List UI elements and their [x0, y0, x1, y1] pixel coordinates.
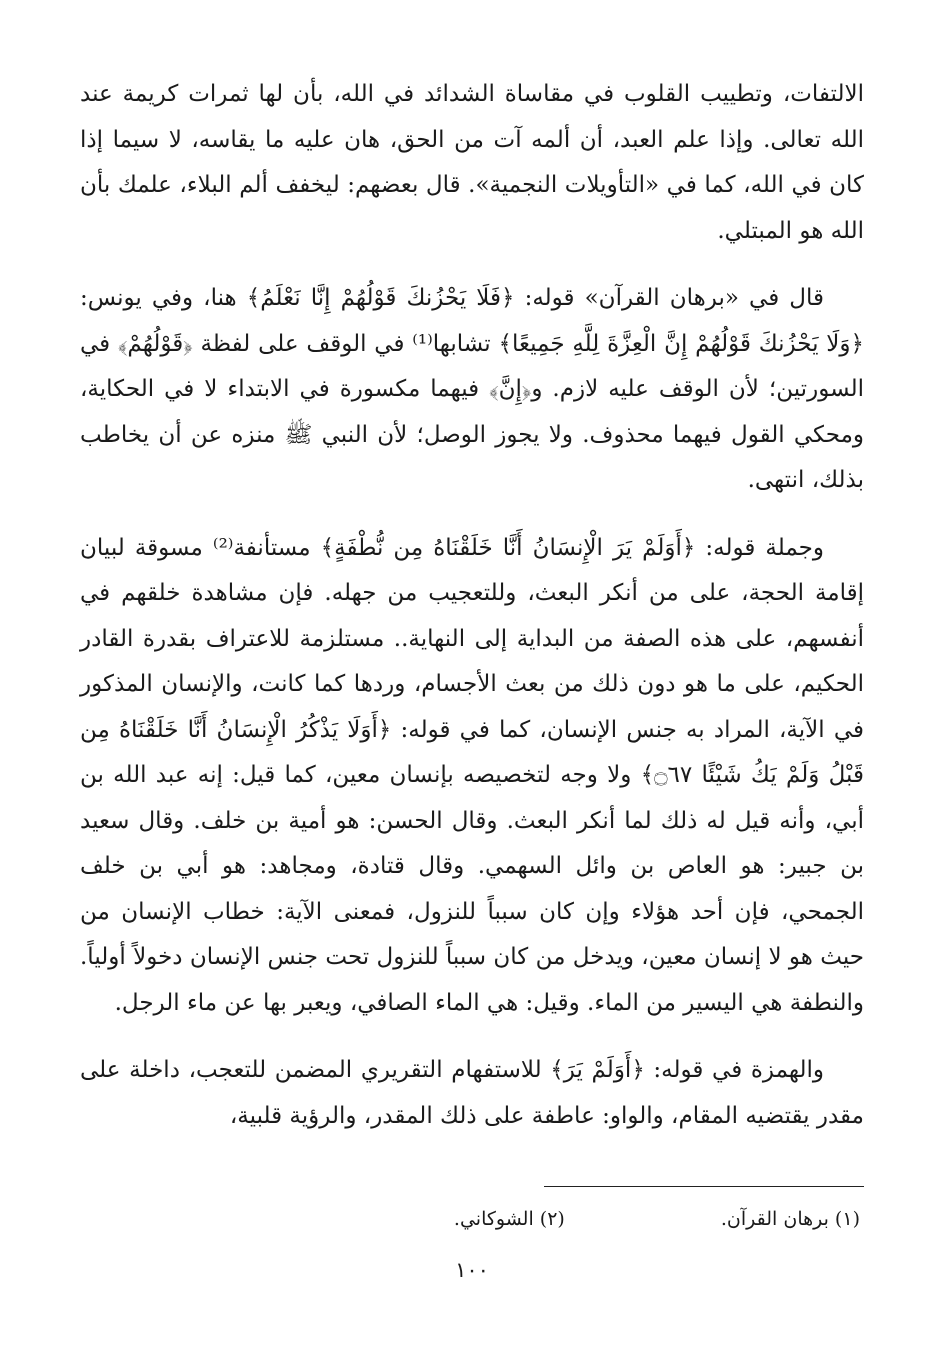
paragraph-4: والهمزة في قوله: ﴿أَوَلَمْ يَرَ﴾ للاستفهام التقريري المضمن للتعجب، داخلة على مقدر يقتضيه المقام، والواو: عاطفة على ذلك المقدر، والرؤية قلبية، [80, 1057, 864, 1129]
footnote-2: (٢) الشوكاني. [453, 1208, 565, 1230]
page-number: ١٠٠ [455, 1258, 489, 1282]
paragraph-2: قال في «برهان القرآن» قوله: ﴿فَلَا يَحْزُنكَ قَوْلُهُمْ إِنَّا نَعْلَمُ﴾ هنا، وفي يونس: ﴿وَلَا يَحْزُنكَ قَوْلُهُمْ إِنَّ الْعِزَّةَ لِلَّهِ جَمِيعًا﴾ تشابها⁽¹⁾ في الوقف على لفظة ﴿قَوْلُهُمْ﴾ في السورتين؛ لأن الوقف عليه لازم. و﴿إِنَّ﴾ فيهما مكسورة في الابتداء لا في الحكاية، ومحكي القول فيهما محذوف. ولا يجوز الوصل؛ لأن النبي ﷺ منزه عن أن يخاطب بذلك، انتهى. [80, 285, 864, 493]
paragraph-1: الالتفات، وتطييب القلوب في مقاساة الشدائد في الله، بأن لها ثمرات كريمة عند الله تعالى. وإذا علم العبد، أن ألمه آت من الحق، هان عليه ما يقاسه، لا سيما إذا كان في الله، كما في «التأويلات النجمية». قال بعضهم: ليخفف ألم البلاء، علمك بأن الله هو المبتلي. [80, 81, 864, 244]
footnotes [160, 1204, 860, 1234]
footnote-1: (١) برهان القرآن. [720, 1208, 860, 1230]
footnote-separator [544, 1186, 864, 1187]
page-body [80, 72, 864, 1161]
paragraph-3: وجملة قوله: ﴿أَوَلَمْ يَرَ الْإِنسَانُ أَنَّا خَلَقْنَاهُ مِن نُّطْفَةٍ﴾ مستأنفة⁽²⁾ مسوقة لبيان إقامة الحجة، على من أنكر البعث، وللتعجيب من جهله. فإن مشاهدة خلقهم في أنفسهم، على هذه الصفة من البداية إلى النهاية.. مستلزمة للاعتراف بقدرة القادر الحكيم، على ما هو دون ذلك من بعث الأجسام، وردها كما كانت، والإنسان المذكور في الآية، المراد به جنس الإنسان، كما في قوله: ﴿أَوَلَا يَذْكُرُ الْإِنسَانُ أَنَّا خَلَقْنَاهُ مِن قَبْلُ وَلَمْ يَكُ شَيْئًا ۝٦٧﴾ ولا وجه لتخصيصه بإنسان معين، كما قيل: إنه عبد الله بن أبي، وأنه قيل له ذلك لما أنكر البعث. وقال الحسن: هو أمية بن خلف. وقال سعيد بن جبير: هو العاص بن وائل السهمي. وقال قتادة، ومجاهد: هو أبي بن خلف الجمحي، فإن أحد هؤلاء وإن كان سبباً للنزول، فمعنى الآية: خطاب الإنسان من حيث هو لا إنسان معين، ويدخل من كان سبباً للنزول تحت جنس الإنسان دخولاً أولياً. والنطفة هي اليسير من الماء. وقيل: هي الماء الصافي، ويعبر بها عن ماء الرجل. [80, 534, 864, 1016]
